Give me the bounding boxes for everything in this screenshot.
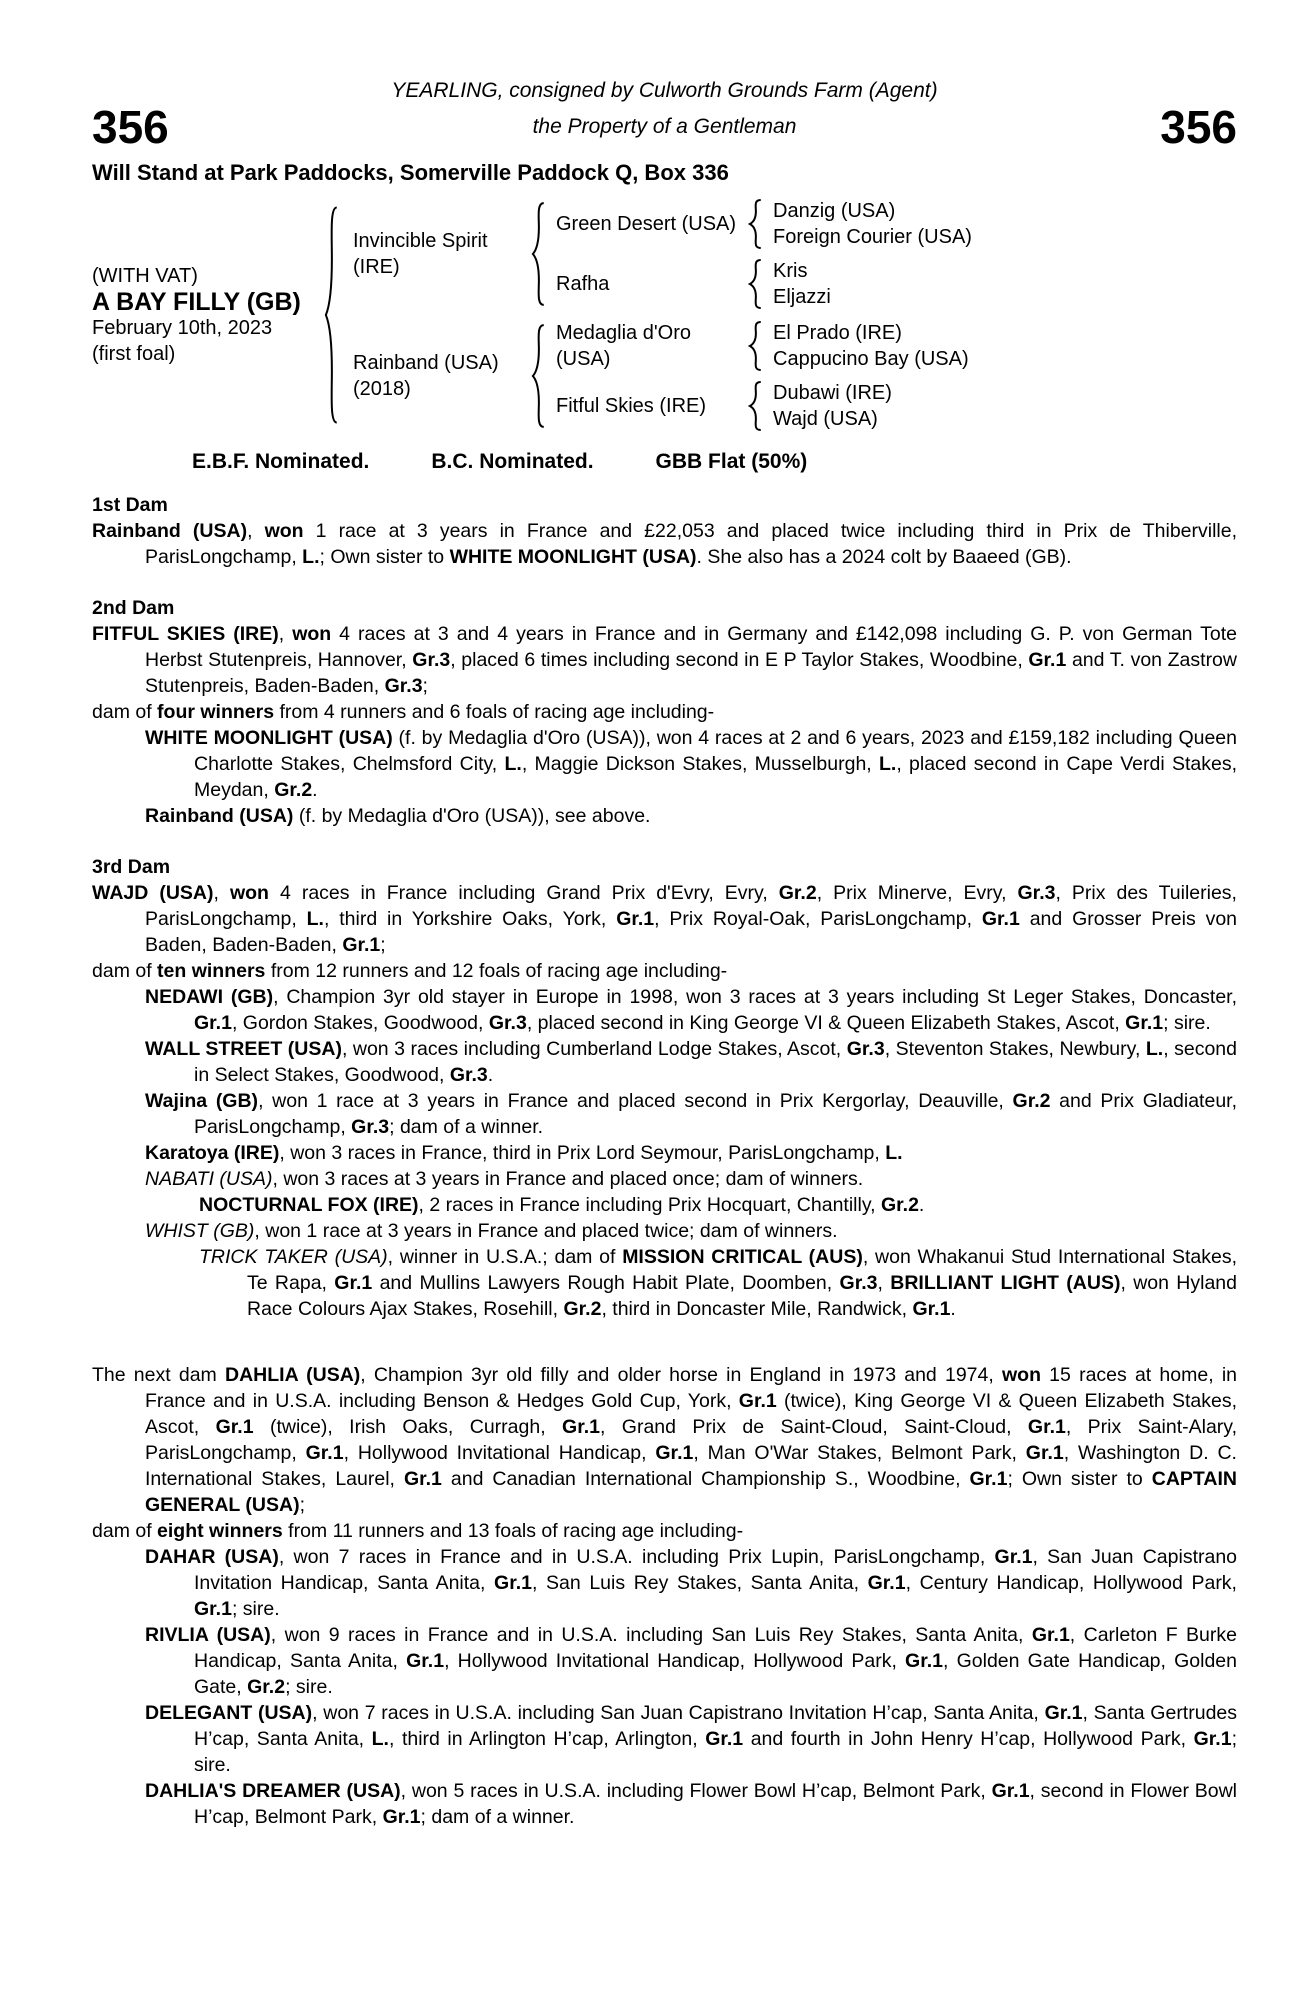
text-run: Gr.2 (778, 882, 817, 904)
text-run: , won 9 races in France and in U.S.A. including San Luis Rey Stakes, Santa Anita, (270, 1624, 1032, 1646)
text-run: Gr.1 (705, 1728, 744, 1750)
sire-name: Invincible Spirit (IRE) (353, 230, 488, 278)
text-run: Gr.1 (1031, 1624, 1070, 1646)
text-run: Gr.3 (351, 1116, 390, 1138)
text-run: , third in Yorkshire Oaks, York, (323, 908, 617, 930)
dam-year: (2018) (353, 378, 411, 400)
text-run: RIVLIA (USA) (145, 1624, 271, 1646)
pedigree-chart (92, 198, 1237, 432)
section-second-dam (92, 595, 1237, 829)
nomination-item: GBB Flat (50%) (655, 450, 808, 473)
text-run: L. (504, 753, 522, 775)
text-run: NEDAWI (GB) (145, 986, 274, 1008)
ancestor-name: Foreign Courier (USA) (773, 226, 972, 248)
text-run: Gr.3 (412, 649, 451, 671)
dam-name (353, 350, 531, 402)
text-run: Rainband (USA) (145, 805, 294, 827)
pedigree-paragraph (92, 1700, 1237, 1778)
great-grandparents (773, 380, 892, 432)
ancestor-name: El Prado (IRE) (773, 322, 902, 344)
text-run: L. (371, 1728, 389, 1750)
text-run: ; sire. (285, 1676, 333, 1698)
text-run: Gr.1 (305, 1442, 344, 1464)
text-run: CAPTAIN GENERAL (USA) (145, 1468, 1237, 1516)
text-run: and Grosser Preis von Baden, Baden-Baden, (145, 908, 1238, 956)
great-grandparents (773, 320, 969, 372)
text-run: , Prix Minerve, Evry, (816, 882, 1018, 904)
text-run: won (292, 623, 332, 645)
text-run: Gr.1 (991, 1780, 1030, 1802)
ancestor-name: Kris (773, 260, 808, 282)
text-run: , third in Doncaster Mile, Randwick, (601, 1298, 913, 1320)
nomination-item: B.C. Nominated. (431, 450, 594, 473)
grandsire-unit (556, 198, 972, 250)
text-run: , (877, 1272, 891, 1294)
lot-row (92, 101, 1237, 153)
text-run: The next dam (92, 1364, 225, 1386)
text-run: DAHLIA (USA) (225, 1364, 361, 1386)
text-run: Gr.1 (655, 1442, 694, 1464)
text-run: Gr.1 (1027, 1416, 1066, 1438)
ancestor-name: Danzig (USA) (773, 200, 896, 222)
text-run: Gr.2 (274, 779, 313, 801)
text-run: Gr.1 (406, 1650, 445, 1672)
foal-note: (first foal) (92, 343, 176, 365)
pedigree-brace-icon (748, 321, 763, 371)
nomination-item: E.B.F. Nominated. (192, 450, 370, 473)
text-run: Gr.2 (247, 1676, 286, 1698)
text-run: Gr.1 (494, 1572, 532, 1594)
text-run: , won 3 races at 3 years in France and placed once; dam of winners. (272, 1168, 864, 1190)
text-run: dam of (92, 1520, 158, 1542)
great-grandparents (773, 198, 972, 250)
text-run: from 4 runners and 6 foals of racing age including- (274, 701, 715, 723)
text-run: , (278, 623, 293, 645)
text-run: . (918, 1194, 925, 1216)
pedigree-paragraph (92, 803, 1237, 829)
text-run: WHITE MOONLIGHT (USA) (449, 546, 697, 568)
text-run: ; dam of a winner. (389, 1116, 544, 1138)
property-line: the Property of a Gentleman (532, 115, 797, 138)
filly-name: A BAY FILLY (GB) (92, 288, 301, 316)
text-run: Gr.2 (880, 1194, 919, 1216)
text-run: and Prix Gladiateur, ParisLongchamp, (194, 1090, 1238, 1138)
pedigree-paragraph (92, 1088, 1237, 1140)
text-run: Gr.3 (1017, 882, 1056, 904)
text-run: Gr.1 (403, 1468, 442, 1490)
text-run: , second in Flower Bowl H’cap, Belmont Park, (194, 1780, 1238, 1828)
text-run: , Hollywood Invitational Handicap, Hollywood Park, (444, 1650, 906, 1672)
grandsire-name: Green Desert (USA) (556, 213, 737, 235)
filly-info (92, 263, 324, 367)
text-run: (twice), Irish Oaks, Curragh, (253, 1416, 563, 1438)
text-run: ; sire. (1163, 1012, 1211, 1034)
text-run: , won 3 races in France, third in Prix Lord Seymour, ParisLongchamp, (279, 1142, 886, 1164)
section-third-dam (92, 854, 1237, 1322)
pedigree-paragraph (92, 1622, 1237, 1700)
ancestor-name: Wajd (USA) (773, 408, 878, 430)
text-run: ten winners (157, 960, 266, 982)
text-run: , Carleton F Burke Handicap, Santa Anita, (194, 1624, 1237, 1672)
text-run: from 11 runners and 13 foals of racing age including- (282, 1520, 744, 1542)
text-run: , won 7 races in U.S.A. including San Juan Capistrano Invitation H’cap, Santa Anita, (312, 1702, 1045, 1724)
text-run: , San Juan Capistrano Invitation Handicap, Santa Anita, (194, 1546, 1238, 1594)
text-run: Gr.1 (1044, 1702, 1083, 1724)
text-run: Gr.1 (981, 908, 1020, 930)
pedigree-paragraph (92, 518, 1237, 570)
text-run: , placed 6 times including second in E P Taylor Stakes, Woodbine, (450, 649, 1029, 671)
dam-name-text: Rainband (USA) (353, 352, 499, 374)
stand-location: Will Stand at Park Paddocks, Somerville Paddock Q, Box 336 (92, 160, 729, 185)
text-run: Gr.3 (839, 1272, 878, 1294)
pedigree-paragraph (92, 1166, 1237, 1192)
text-run: Gr.1 (1028, 649, 1067, 671)
pedigree-paragraph (92, 1192, 1237, 1218)
text-run: BRILLIANT LIGHT (AUS) (890, 1272, 1121, 1294)
text-run: , third in Arlington H’cap, Arlington, (388, 1728, 706, 1750)
dam-grandparents (556, 320, 969, 432)
consignor-line: YEARLING, consigned by Culworth Grounds Farm (Agent) (391, 79, 938, 102)
text-run: NOCTURNAL FOX (IRE) (199, 1194, 419, 1216)
pedigree-brace-icon (748, 381, 763, 431)
text-run: Gr.1 (215, 1416, 254, 1438)
dam-unit (353, 320, 972, 432)
pedigree-paragraph (92, 1544, 1237, 1622)
ancestor-name: Dubawi (IRE) (773, 382, 892, 404)
granddam-name: Rafha (556, 273, 610, 295)
text-run: , Champion 3yr old stayer in Europe in 1998, won 3 races at 3 years including St Leger Stakes, Doncaster, (273, 986, 1238, 1008)
text-run: NABATI (USA) (145, 1168, 273, 1190)
text-run: Gr.2 (1012, 1090, 1051, 1112)
text-run: , won 1 race at 3 years in France and placed twice; dam of winners. (254, 1220, 838, 1242)
text-run: L. (306, 908, 324, 930)
text-run: . (487, 1064, 494, 1086)
text-run: dam of (92, 701, 158, 723)
ancestor-name: Eljazzi (773, 286, 831, 308)
text-run: ; (299, 1494, 305, 1516)
text-run: ; Own sister to (1007, 1468, 1152, 1490)
text-run: Gr.1 (994, 1546, 1033, 1568)
text-run: Gr.1 (382, 1806, 421, 1828)
text-run: , placed second in King George VI & Queen Elizabeth Stakes, Ascot, (526, 1012, 1126, 1034)
lot-number-left: 356 (92, 101, 169, 153)
great-grandparents (773, 258, 831, 310)
text-run: ; Own sister to (319, 546, 450, 568)
text-run: Karatoya (IRE) (145, 1142, 280, 1164)
pedigree-brace-icon (748, 259, 763, 309)
text-run: L. (302, 546, 320, 568)
text-run: , Prix Saint-Alary, ParisLongchamp, (145, 1416, 1237, 1464)
text-run: Rainband (USA) (92, 520, 248, 542)
text-run: WALL STREET (USA) (145, 1038, 342, 1060)
pedigree-brace-icon (324, 203, 339, 427)
text-run: Gr.1 (738, 1390, 777, 1412)
text-run: WHIST (GB) (145, 1220, 255, 1242)
text-run: Gr.1 (334, 1272, 373, 1294)
pedigree-paragraph (92, 1036, 1237, 1088)
text-run: four winners (157, 701, 275, 723)
text-run: ; sire. (231, 1598, 280, 1620)
pedigree-paragraph (92, 1778, 1237, 1830)
pedigree-paragraph (92, 1518, 1237, 1544)
text-run: , Maggie Dickson Stakes, Musselburgh, (521, 753, 879, 775)
text-run: L. (879, 753, 897, 775)
text-run: , Champion 3yr old filly and older horse in England in 1973 and 1974, (360, 1364, 1002, 1386)
text-run: , (247, 520, 265, 542)
text-run: MISSION CRITICAL (AUS) (622, 1246, 863, 1268)
text-run: , Golden Gate Handicap, Golden Gate, (194, 1650, 1237, 1698)
gen2-column (353, 198, 972, 432)
text-run: . (950, 1298, 956, 1320)
text-run: , won 5 races in U.S.A. including Flower Bowl H’cap, Belmont Park, (400, 1780, 992, 1802)
section-next-dam (92, 1362, 1237, 1830)
text-run: Gr.1 (194, 1012, 232, 1034)
sire-unit (353, 198, 972, 310)
text-run: 15 races at home, in France and in U.S.A. including Benson & Hedges Gold Cup, York, (145, 1364, 1237, 1412)
lot-number-right: 356 (1160, 101, 1237, 153)
text-run: (twice), King George VI & Queen Elizabeth Stakes, Ascot, (145, 1390, 1238, 1438)
text-run: . She also has a 2024 colt by Baaeed (GB). (696, 546, 1072, 568)
text-run: , (213, 882, 230, 904)
text-run: , Century Handicap, Hollywood Park, (905, 1572, 1237, 1594)
foaling-date: February 10th, 2023 (92, 317, 273, 339)
text-run: , Steventon Stakes, Newbury, (884, 1038, 1146, 1060)
text-run: (f. by Medaglia d'Oro (USA)), won 4 races at 2 and 6 years, 2023 and £159,182 including Queen Charlotte Stakes, Chelmsford City, (194, 727, 1237, 775)
granddam-name: Fitful Skies (IRE) (556, 395, 707, 417)
section-first-dam (92, 492, 1237, 570)
text-run: L. (1145, 1038, 1164, 1060)
text-run: , won 1 race at 3 years in France and placed second in Prix Kergorlay, Deauville, (258, 1090, 1013, 1112)
text-run: ; (422, 675, 428, 697)
text-run: Wajina (GB) (145, 1090, 259, 1112)
text-run: , Hollywood Invitational Handicap, (343, 1442, 656, 1464)
text-run: and Canadian International Championship S., Woodbine, (441, 1468, 970, 1490)
pedigree-paragraph (92, 1244, 1237, 1322)
text-run: DELEGANT (USA) (145, 1702, 313, 1724)
pedigree-paragraph (92, 984, 1237, 1036)
text-run: , second in Select Stakes, Goodwood, (194, 1038, 1237, 1086)
text-run: , won Hyland Race Colours Ajax Stakes, Rosehill, (247, 1272, 1237, 1320)
text-run: Gr.1 (912, 1298, 951, 1320)
text-run: and Mullins Lawyers Rough Habit Plate, Doomben, (372, 1272, 840, 1294)
pedigree-paragraph (92, 1362, 1237, 1518)
pedigree-paragraph (92, 699, 1237, 725)
dam-heading: 1st Dam (92, 494, 168, 516)
text-run: , Prix des Tuileries, ParisLongchamp, (145, 882, 1237, 930)
pedigree-paragraph (92, 725, 1237, 803)
vat-note: (WITH VAT) (92, 265, 198, 287)
text-run: , San Luis Rey Stakes, Santa Anita, (532, 1572, 868, 1594)
pedigree-text (92, 492, 1237, 1830)
text-run: Gr.1 (1193, 1728, 1232, 1750)
text-run: , Grand Prix de Saint-Cloud, Saint-Cloud, (599, 1416, 1028, 1438)
text-run: ; sire. (194, 1728, 1237, 1776)
grandsire-name: Medaglia d'Oro (USA) (556, 322, 691, 370)
text-run: won (1001, 1364, 1041, 1386)
pedigree-paragraph (92, 621, 1237, 699)
text-run: . (312, 779, 318, 801)
text-run: DAHAR (USA) (145, 1546, 279, 1568)
text-run: 4 races at 3 and 4 years in France and in Germany and £142,098 including G. P. von German Tote Herbst Stutenpreis, Hannover, (145, 623, 1237, 671)
text-run: , Prix Royal-Oak, ParisLongchamp, (654, 908, 982, 930)
text-run: , won 3 races including Cumberland Lodge Stakes, Ascot, (341, 1038, 847, 1060)
pedigree-paragraph (92, 1140, 1237, 1166)
text-run: Gr.1 (867, 1572, 906, 1594)
nominations-row (92, 450, 1237, 474)
pedigree-paragraph (92, 958, 1237, 984)
text-run: dam of (92, 960, 158, 982)
text-run: and T. von Zastrow Stutenpreis, Baden-Baden, (145, 649, 1237, 697)
text-run: Gr.3 (846, 1038, 885, 1060)
text-run: 4 races in France including Grand Prix d'Evry, Evry, (268, 882, 779, 904)
text-run: L. (885, 1142, 903, 1164)
text-run: eight winners (157, 1520, 283, 1542)
text-run: WHITE MOONLIGHT (USA) (145, 727, 393, 749)
text-run: , Gordon Stakes, Goodwood, (231, 1012, 489, 1034)
text-run: TRICK TAKER (USA) (199, 1246, 388, 1268)
sire-grandparents (556, 198, 972, 310)
text-run: Gr.1 (1125, 1012, 1164, 1034)
text-run: , won Whakanui Stud International Stakes, Te Rapa, (247, 1246, 1237, 1294)
grandsire-unit (556, 320, 969, 372)
granddam-unit (556, 258, 972, 310)
text-run: Gr.1 (194, 1598, 232, 1620)
text-run: Gr.1 (1025, 1442, 1064, 1464)
text-run: Gr.3 (449, 1064, 488, 1086)
text-run: , winner in U.S.A.; dam of (387, 1246, 623, 1268)
text-run: Gr.3 (384, 675, 423, 697)
text-run: Gr.1 (562, 1416, 600, 1438)
text-run: won (264, 520, 304, 542)
text-run: Gr.3 (488, 1012, 527, 1034)
pedigree-paragraph (92, 880, 1237, 958)
text-run: 1 race at 3 years in France and £22,053 and placed twice including third in Prix de Thiberville, ParisLongchamp, (145, 520, 1238, 568)
granddam-unit (556, 380, 969, 432)
text-run: and fourth in John Henry H’cap, Hollywood Park, (743, 1728, 1194, 1750)
text-run: Gr.1 (616, 908, 655, 930)
ancestor-name: Cappucino Bay (USA) (773, 348, 969, 370)
text-run: (f. by Medaglia d'Oro (USA)), see above. (293, 805, 651, 827)
text-run: Gr.1 (969, 1468, 1008, 1490)
pedigree-paragraph (92, 1218, 1237, 1244)
text-run: won (229, 882, 269, 904)
text-run: Gr.2 (563, 1298, 602, 1320)
pedigree-brace-icon (531, 323, 546, 429)
dam-heading: 2nd Dam (92, 597, 175, 619)
text-run: , Washington D. C. International Stakes, Laurel, (145, 1442, 1237, 1490)
text-run: , Santa Gertrudes H’cap, Santa Anita, (194, 1702, 1238, 1750)
text-run: from 12 runners and 12 foals of racing age including- (265, 960, 728, 982)
text-run: FITFUL SKIES (IRE) (92, 623, 279, 645)
text-run: Gr.1 (342, 934, 381, 956)
text-run: ; (380, 934, 386, 956)
text-run: , Man O'War Stakes, Belmont Park, (693, 1442, 1026, 1464)
pedigree-brace-icon (531, 201, 546, 307)
text-run: , won 7 races in France and in U.S.A. including Prix Lupin, ParisLongchamp, (278, 1546, 995, 1568)
pedigree-brace-icon (748, 199, 763, 249)
dam-heading: 3rd Dam (92, 856, 171, 878)
text-run: , placed second in Cape Verdi Stakes, Meydan, (194, 753, 1237, 801)
text-run: ; dam of a winner. (420, 1806, 575, 1828)
text-run: WAJD (USA) (92, 882, 214, 904)
text-run: Gr.1 (905, 1650, 943, 1672)
text-run: DAHLIA'S DREAMER (USA) (145, 1780, 401, 1802)
text-run: , 2 races in France including Prix Hocquart, Chantilly, (418, 1194, 881, 1216)
